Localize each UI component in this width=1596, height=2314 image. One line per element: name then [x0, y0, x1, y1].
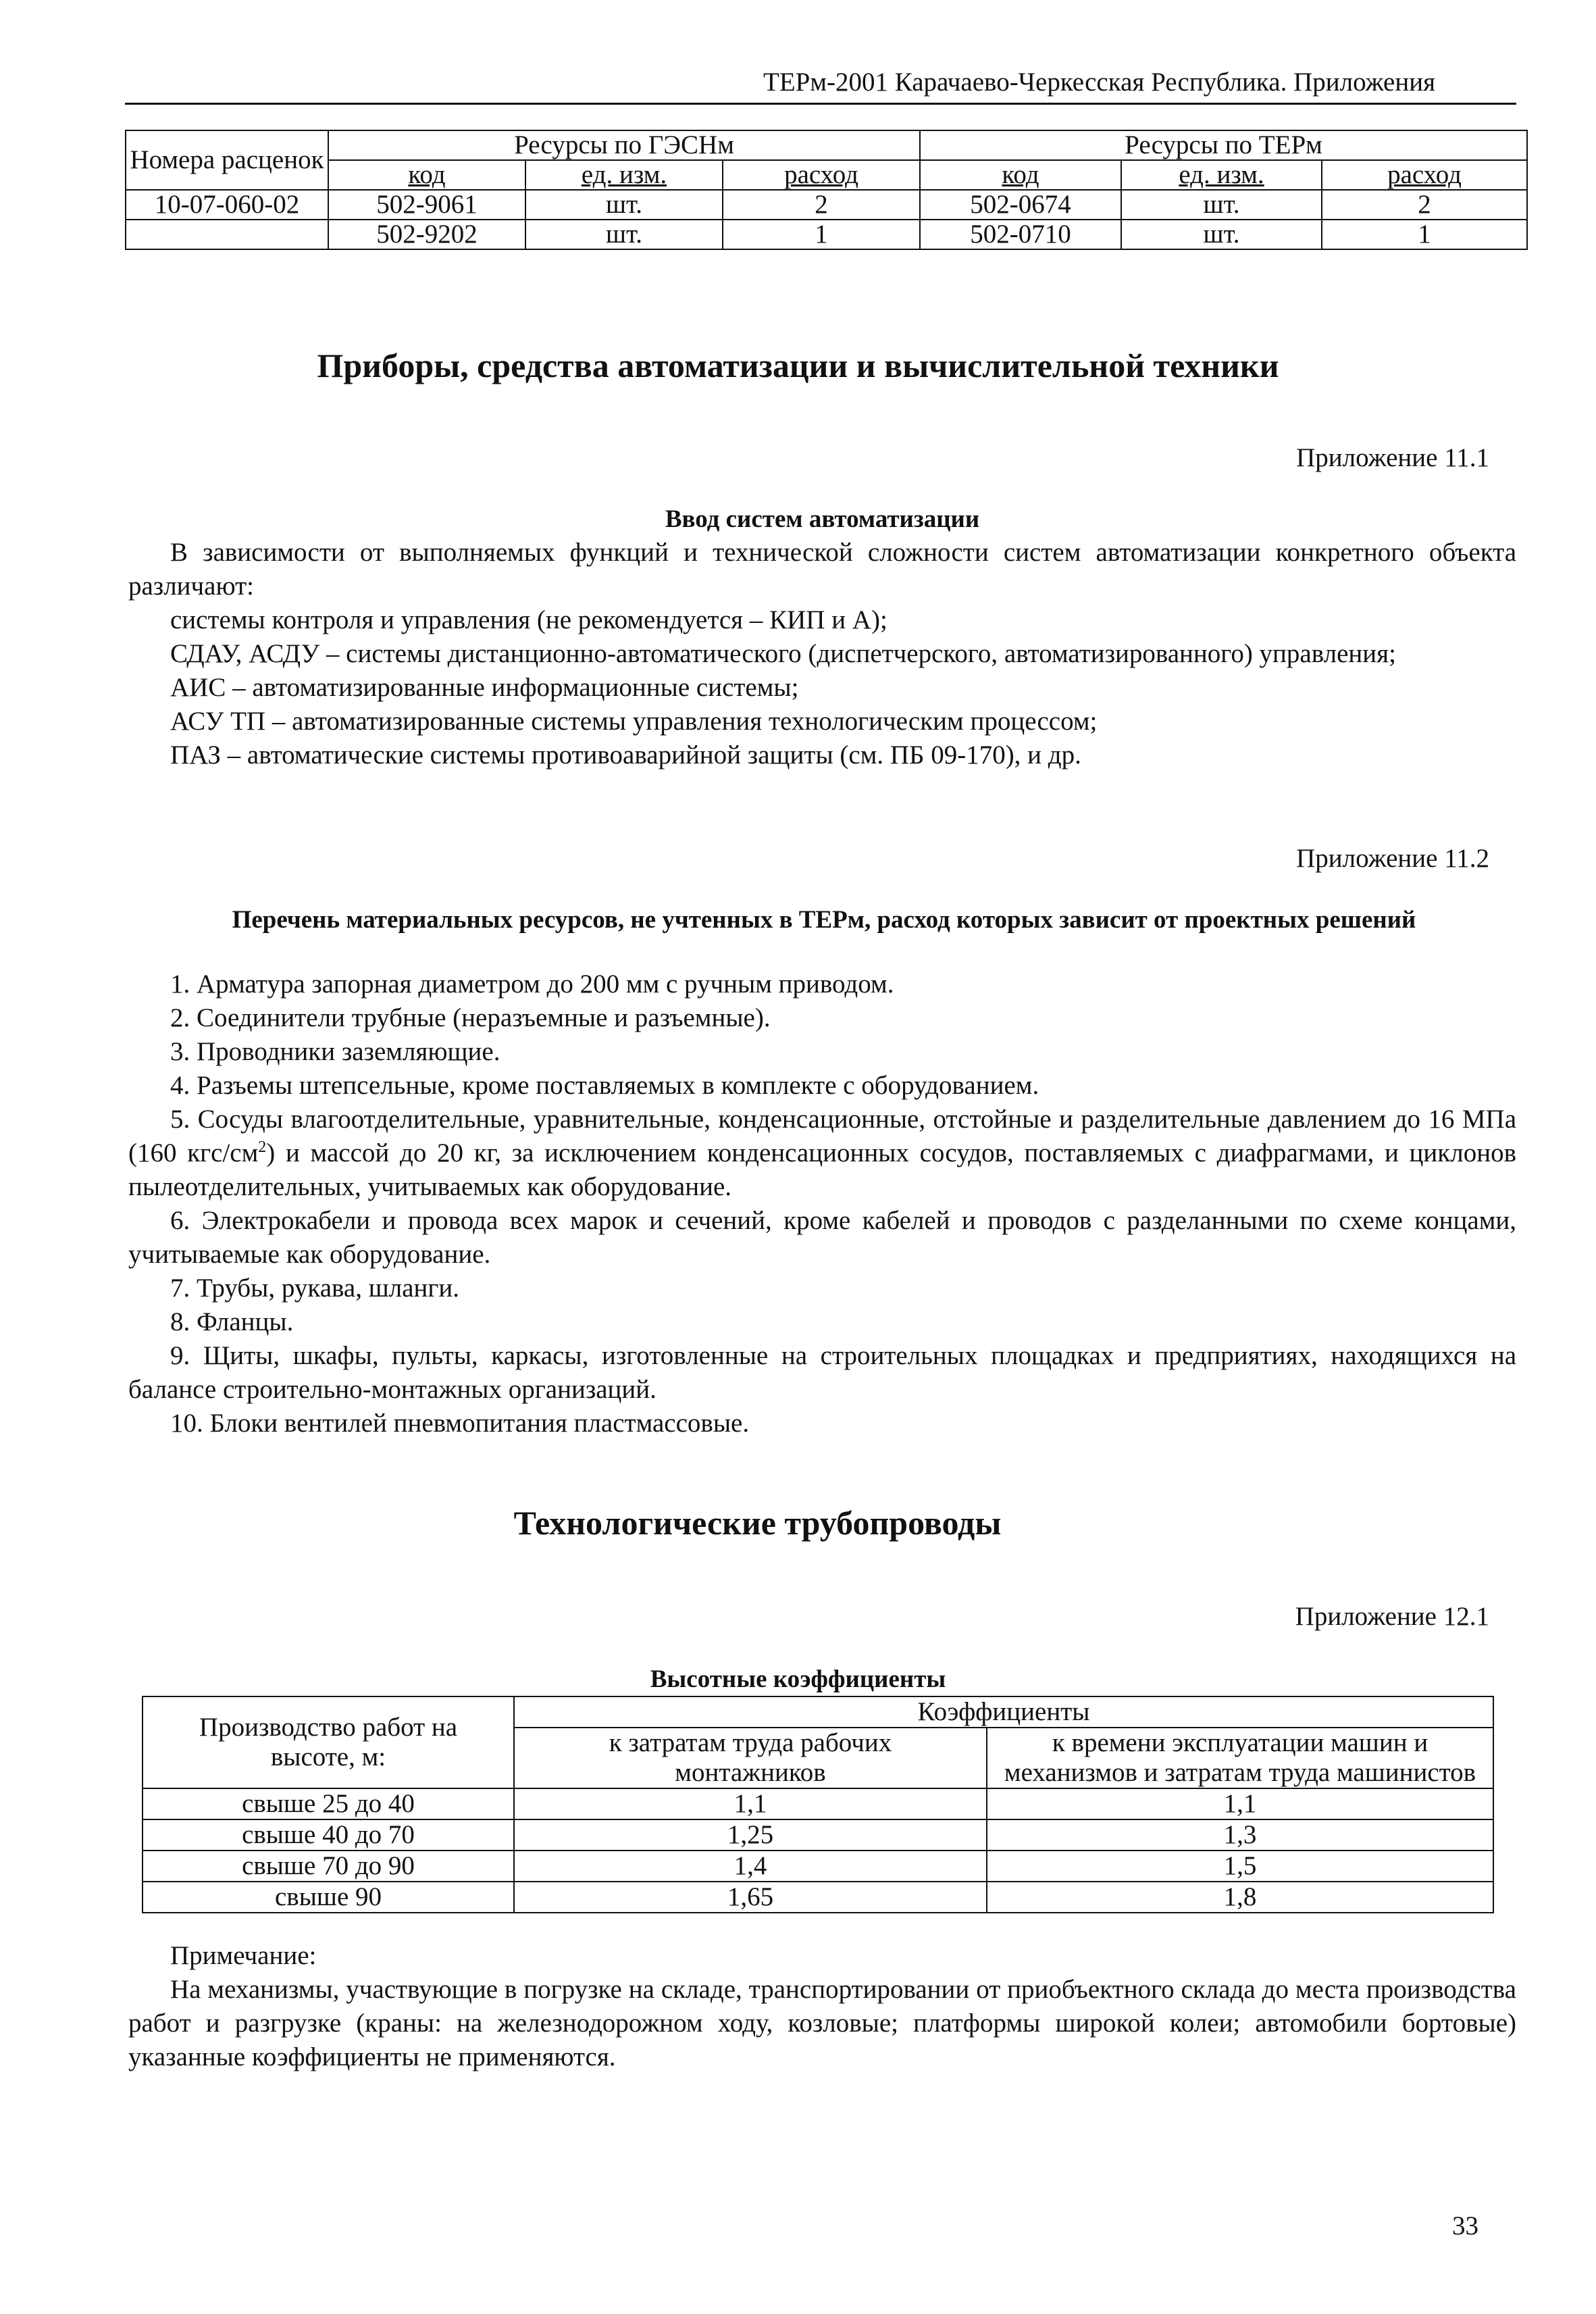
machine-coef: 1,1: [987, 1788, 1493, 1819]
paragraph: ПАЗ – автоматические системы противоаварийной защиты (см. ПБ 09-170), и др.: [170, 740, 1081, 770]
list-item: 1. Арматура запорная диаметром до 200 мм с ручным приводом.: [170, 970, 894, 999]
labor-coef: 1,4: [514, 1851, 987, 1882]
list-item: 8. Фланцы.: [170, 1307, 294, 1336]
group-term-header: Ресурсы по ТЕРм: [920, 130, 1527, 160]
height-coefficients-table: [142, 1696, 1494, 1913]
appendix-11-2-label: Приложение 11.2: [1296, 844, 1489, 873]
gesnm-rate-header: расход: [723, 160, 920, 190]
height-range: свыше 90: [143, 1882, 514, 1913]
appendix-12-1-label: Приложение 12.1: [1295, 1602, 1489, 1631]
note-label: Примечание:: [170, 1941, 317, 1970]
gesnm-unit: шт.: [525, 190, 723, 220]
term-code-header: код: [920, 160, 1121, 190]
list-item: 4. Разъемы штепсельные, кроме поставляемых в комплекте с оборудованием.: [170, 1071, 1039, 1100]
row-number: 10-07-060-02: [126, 190, 328, 220]
labor-coef-header: к затратам труда рабочих монтажников: [514, 1728, 987, 1788]
row-number: [126, 220, 328, 249]
machine-coef: 1,8: [987, 1882, 1493, 1913]
table-row: [143, 1851, 1493, 1882]
header-rule: [125, 103, 1516, 105]
labor-coef: 1,65: [514, 1882, 987, 1913]
list-item: 3. Проводники заземляющие.: [170, 1037, 500, 1066]
item5-superscript: 2: [258, 1138, 267, 1156]
table-row: [143, 1819, 1493, 1851]
term-rate: 2: [1322, 190, 1527, 220]
height-range: свыше 25 до 40: [143, 1788, 514, 1819]
machine-coef: 1,3: [987, 1819, 1493, 1851]
machine-coef: 1,5: [987, 1851, 1493, 1882]
height-range: свыше 40 до 70: [143, 1819, 514, 1851]
paragraph: СДАУ, АСДУ – системы дистанционно-автоматического (диспетчерского, автоматизированного) управления;: [170, 639, 1396, 668]
paragraph: В зависимости от выполняемых функций и технической сложности систем автоматизации конкретного объекта различают:: [128, 538, 1516, 601]
gesnm-rate: 2: [723, 190, 920, 220]
table-row: [126, 190, 1527, 220]
term-rate: 1: [1322, 220, 1527, 249]
section-title-automation: Приборы, средства автоматизации и вычислительной техники: [317, 347, 1279, 384]
term-code: 502-0710: [920, 220, 1121, 249]
gesnm-code-header: код: [328, 160, 525, 190]
paragraph: АИС – автоматизированные информационные системы;: [170, 673, 799, 702]
labor-coef: 1,25: [514, 1819, 987, 1851]
table-row: [143, 1882, 1493, 1913]
list-item: [128, 1103, 1516, 1204]
coefficients-header: Коэффициенты: [514, 1696, 1493, 1728]
table-row: [143, 1788, 1493, 1819]
gesnm-unit-header: ед. изм.: [525, 160, 723, 190]
col-number-text: Номера расценок: [130, 145, 324, 174]
height-table-title: Высотные коэффициенты: [650, 1665, 946, 1693]
item5-text: 5. Сосуды влагоотделительные, уравнительные, конденсационные, отстойные и разделительные давлением до 16 МПа (160 кгс/см: [128, 1105, 1516, 1167]
term-code: 502-0674: [920, 190, 1121, 220]
page-number: 33: [1452, 2211, 1478, 2240]
appendix-11-2-list: [128, 967, 1516, 1440]
list-item: 6. Электрокабели и провода всех марок и сечений, кроме кабелей и проводов с разделанными по схеме концами, учитываемые как оборудование.: [128, 1206, 1516, 1269]
list-item: 2. Соединители трубные (неразъемные и разъемные).: [170, 1003, 771, 1032]
machine-coef-header: к времени эксплуатации машин и механизмов и затратам труда машинистов: [987, 1728, 1493, 1788]
appendix-11-1-heading: Ввод систем автоматизации: [665, 505, 980, 533]
gesnm-code: 502-9061: [328, 190, 525, 220]
gesnm-code: 502-9202: [328, 220, 525, 249]
col-number-header: [126, 130, 328, 190]
term-unit-header: ед. изм.: [1121, 160, 1322, 190]
work-height-header: Производство работ на высоте, м:: [143, 1696, 514, 1788]
list-item: 9. Щиты, шкафы, пульты, каркасы, изготовленные на строительных площадках и предприятиях, находящихся на балансе строительно-монтажных организаций.: [128, 1341, 1516, 1404]
list-item: 7. Трубы, рукава, шланги.: [170, 1274, 460, 1303]
labor-coef: 1,1: [514, 1788, 987, 1819]
gesnm-unit: шт.: [525, 220, 723, 249]
item5-tail: ) и массой до 20 кг, за исключением конденсационных сосудов, поставляемых с диафрагмами, и циклонов пылеотделительных, учитываемых как оборудование.: [128, 1138, 1516, 1201]
group-gesnm-header: Ресурсы по ГЭСНм: [328, 130, 920, 160]
appendix-11-2-heading: Перечень материальных ресурсов, не учтенных в ТЕРм, расход которых зависит от проектных решений: [232, 906, 1416, 934]
appendix-11-1-body: [128, 536, 1516, 772]
term-rate-header: расход: [1322, 160, 1527, 190]
note-block: [128, 1939, 1516, 2074]
term-unit: шт.: [1121, 220, 1322, 249]
table-row: [126, 220, 1527, 249]
running-header: ТЕРм-2001 Карачаево-Черкесская Республика. Приложения: [763, 68, 1436, 97]
resources-table: [125, 130, 1528, 250]
list-item: 10. Блоки вентилей пневмопитания пластмассовые.: [170, 1409, 750, 1438]
section-title-pipelines: Технологические трубопроводы: [513, 1504, 1002, 1542]
paragraph: системы контроля и управления (не рекомендуется – КИП и А);: [170, 605, 887, 634]
height-range: свыше 70 до 90: [143, 1851, 514, 1882]
appendix-11-1-label: Приложение 11.1: [1296, 443, 1489, 472]
term-unit: шт.: [1121, 190, 1322, 220]
note-text: На механизмы, участвующие в погрузке на складе, транспортировании от приобъектного склада до места производства работ и разгрузке (краны: на железнодорожном ходу, козловые; платформы широкой колеи; автомобили бортовые) указанные коэффициенты не применяются.: [128, 1975, 1516, 2071]
gesnm-rate: 1: [723, 220, 920, 249]
paragraph: АСУ ТП – автоматизированные системы управления технологическим процессом;: [170, 707, 1098, 736]
